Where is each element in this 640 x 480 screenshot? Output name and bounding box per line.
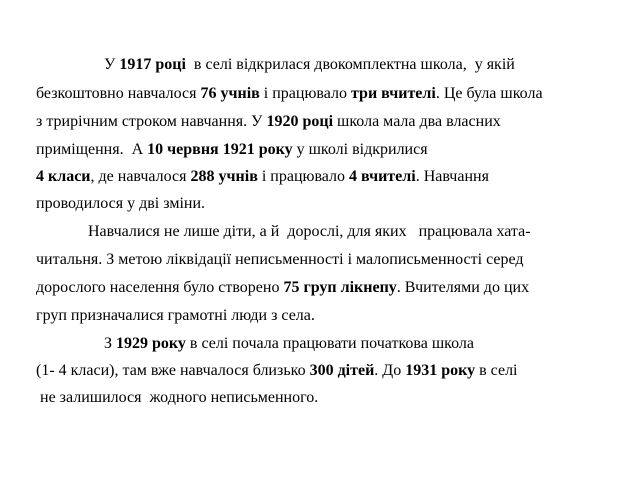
text-run: . Навчання — [415, 168, 489, 185]
text-run: У — [104, 56, 120, 73]
bold-text-run: 288 учнів — [190, 168, 258, 185]
text-run: (1- 4 класи), там вже навчалося близько — [36, 362, 310, 379]
text-run: приміщення. А — [36, 141, 148, 158]
text-run: проводилося у дві зміни. — [36, 195, 206, 212]
text-run: Навчалися не лише діти, а й дорослі, для яких працювала хата- — [88, 223, 531, 240]
text-line-12 — [36, 361, 518, 381]
text-line-2 — [36, 84, 543, 104]
bold-text-run: 1917 році — [119, 56, 186, 73]
text-run: . Це була школа — [435, 85, 543, 102]
text-run: в селі — [475, 362, 518, 379]
bold-text-run: 4 вчителі — [349, 168, 416, 185]
text-run: груп призначалися грамотні люди з села. — [36, 307, 315, 324]
text-run: . Вчителями до цих — [396, 279, 530, 296]
text-run: з трирічним строком навчання. У — [36, 113, 267, 130]
bold-text-run: 1931 року — [405, 362, 476, 379]
bold-text-run: 76 учнів — [200, 85, 260, 102]
text-run: і працювало — [259, 85, 351, 102]
text-run: в селі почала працювати початкова школа — [185, 335, 475, 352]
text-run: читальня. З метою ліквідації неписьменності і малописьменності серед — [36, 251, 524, 268]
text-run: в селі відкрилася двокомплектна школа, у якій — [185, 56, 515, 73]
text-run: дорослого населення було створено — [36, 279, 284, 296]
text-line-7 — [88, 222, 531, 242]
text-line-13 — [36, 388, 318, 408]
text-run: не залишилося жодного неписьменного. — [36, 389, 319, 406]
bold-text-run: 75 груп лікнепу — [283, 279, 397, 296]
text-run: безкоштовно навчалося — [36, 85, 201, 102]
text-run: . До — [374, 362, 406, 379]
bold-text-run: три вчителі — [351, 85, 436, 102]
text-run: , де навчалося — [90, 168, 191, 185]
text-line-5 — [36, 167, 489, 187]
bold-text-run: 1920 році — [266, 113, 334, 130]
text-line-1 — [104, 55, 515, 75]
text-line-10 — [36, 306, 315, 326]
text-run: школа мала два власних — [333, 113, 501, 130]
text-run: у школі відкрилися — [292, 141, 428, 158]
text-run: З — [104, 335, 117, 352]
text-line-6 — [36, 194, 205, 214]
text-run: і працювало — [257, 168, 350, 185]
text-line-9 — [36, 278, 529, 298]
text-line-8 — [36, 250, 524, 270]
text-line-4 — [36, 140, 428, 160]
bold-text-run: 10 червня 1921 року — [147, 141, 293, 158]
text-line-11 — [104, 334, 474, 354]
bold-text-run: 1929 року — [116, 335, 186, 352]
bold-text-run: 300 дітей — [309, 362, 375, 379]
bold-text-run: 4 класи — [36, 168, 91, 185]
text-line-3 — [36, 112, 501, 132]
